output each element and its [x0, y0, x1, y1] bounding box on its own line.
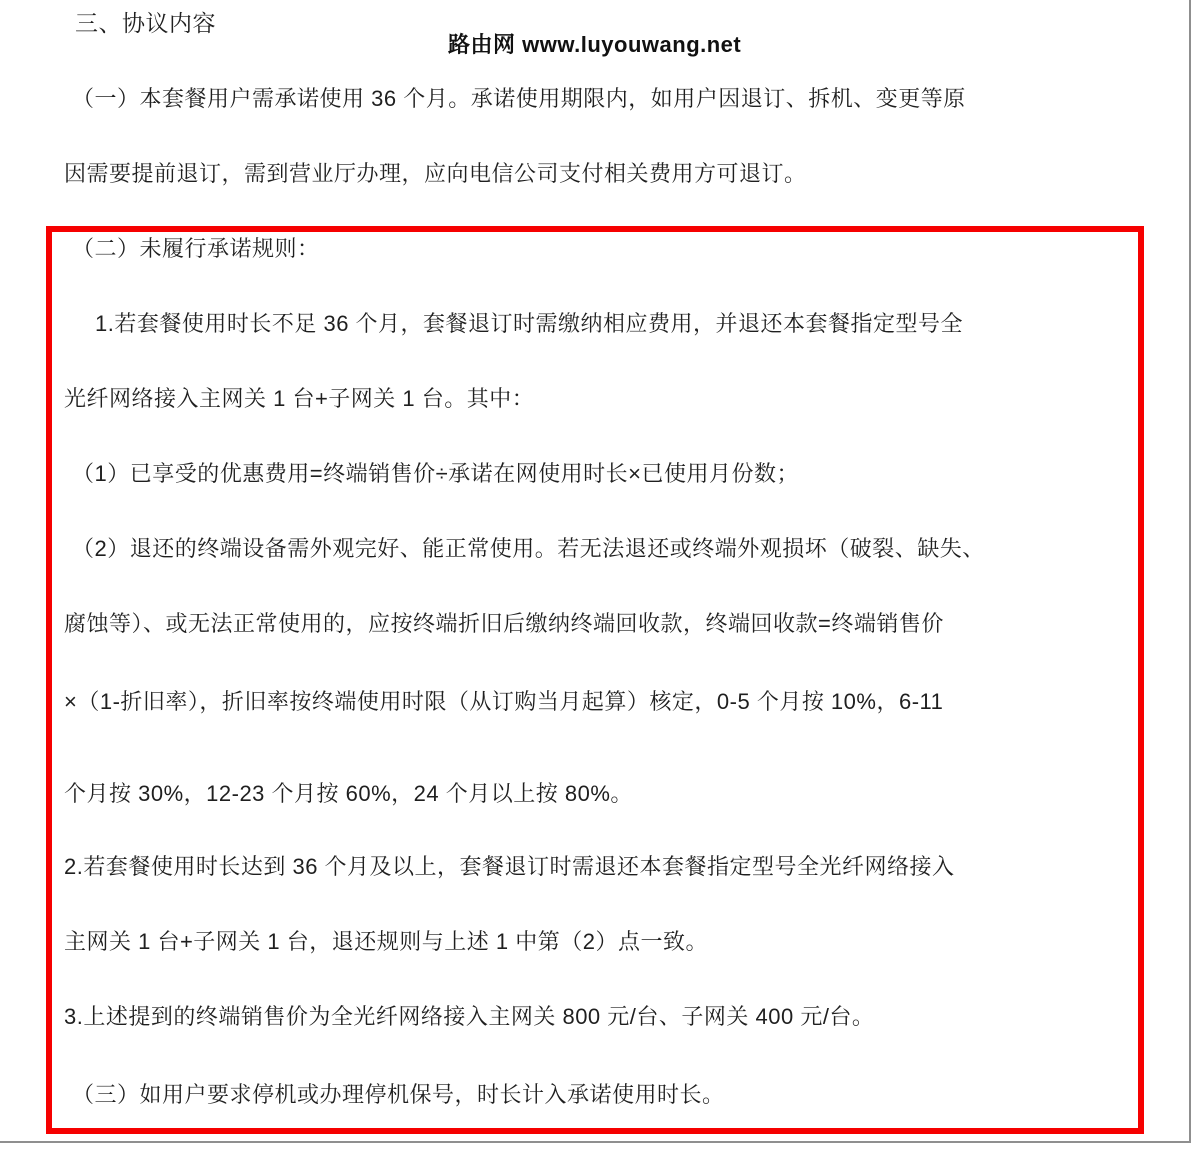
- paragraph-line: 因需要提前退订，需到营业厅办理，应向电信公司支付相关费用方可退订。: [64, 161, 807, 186]
- watermark: 路由网 www.luyouwang.net: [448, 32, 742, 57]
- paragraph-line: ×（1-折旧率），折旧率按终端使用时限（从订购当月起算）核定，0-5 个月按 10%，6-11: [64, 689, 944, 714]
- paragraph-line: 光纤网络接入主网关 1 台+子网关 1 台。其中：: [64, 386, 535, 411]
- paragraph-line: （1）已享受的优惠费用=终端销售价÷承诺在网使用时长×已使用月份数；: [72, 461, 800, 486]
- paragraph-line: （2）退还的终端设备需外观完好、能正常使用。若无法退还或终端外观损坏（破裂、缺失、: [72, 536, 985, 561]
- highlight-annotation-box: [46, 226, 1144, 1134]
- paragraph-line: 1.若套餐使用时长不足 36 个月，套餐退订时需缴纳相应费用，并退还本套餐指定型号全: [95, 311, 964, 336]
- paragraph-line: 个月按 30%，12-23 个月按 60%，24 个月以上按 80%。: [64, 781, 633, 806]
- paragraph-line: （二）未履行承诺规则：: [72, 236, 320, 261]
- paragraph-line: 3.上述提到的终端销售价为全光纤网络接入主网关 800 元/台、子网关 400 元/台。: [64, 1004, 875, 1029]
- paragraph-line: 主网关 1 台+子网关 1 台，退还规则与上述 1 中第（2）点一致。: [64, 929, 708, 954]
- paragraph-line: （一）本套餐用户需承诺使用 36 个月。承诺使用期限内，如用户因退订、拆机、变更等原: [72, 86, 966, 111]
- section-heading: 三、协议内容: [75, 10, 216, 36]
- paragraph-line: 2.若套餐使用时长达到 36 个月及以上，套餐退订时需退还本套餐指定型号全光纤网络接入: [64, 854, 955, 879]
- paragraph-line: 腐蚀等）、或无法正常使用的，应按终端折旧后缴纳终端回收款，终端回收款=终端销售价: [64, 611, 944, 636]
- paragraph-line: （三）如用户要求停机或办理停机保号，时长计入承诺使用时长。: [72, 1082, 725, 1107]
